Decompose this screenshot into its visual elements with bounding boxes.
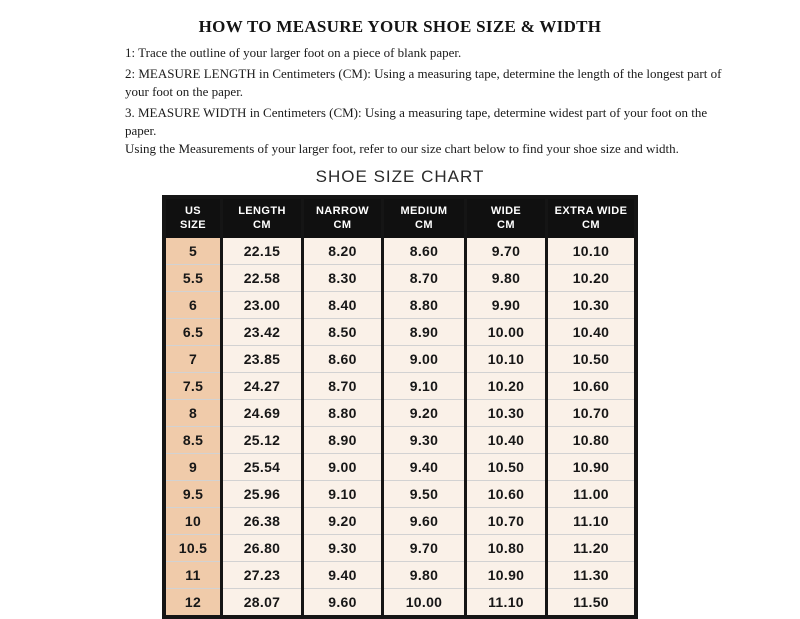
size-cell: 7 (164, 346, 222, 373)
table-row (164, 400, 636, 427)
value-cell: 10.10 (466, 346, 547, 373)
value-cell: 9.00 (383, 346, 466, 373)
value-cell: 10.90 (547, 454, 637, 481)
table-row (164, 265, 636, 292)
value-cell: 9.30 (383, 427, 466, 454)
value-cell: 10.90 (466, 562, 547, 589)
value-cell: 27.23 (222, 562, 303, 589)
value-cell: 11.10 (547, 508, 637, 535)
size-cell: 7.5 (164, 373, 222, 400)
value-cell: 10.70 (466, 508, 547, 535)
column-header: WIDE CM (466, 197, 547, 239)
instruction-step-1: 1: Trace the outline of your larger foot on a piece of blank paper. (125, 45, 462, 60)
size-chart-table (162, 195, 638, 619)
table-row (164, 319, 636, 346)
value-cell: 9.10 (383, 373, 466, 400)
table-row (164, 454, 636, 481)
value-cell: 8.90 (383, 319, 466, 346)
value-cell: 9.60 (303, 589, 383, 618)
value-cell: 9.40 (303, 562, 383, 589)
value-cell: 10.30 (466, 400, 547, 427)
size-cell: 11 (164, 562, 222, 589)
size-chart-body (164, 238, 636, 617)
value-cell: 11.30 (547, 562, 637, 589)
size-cell: 12 (164, 589, 222, 618)
value-cell: 10.30 (547, 292, 637, 319)
value-cell: 26.38 (222, 508, 303, 535)
value-cell: 10.20 (466, 373, 547, 400)
value-cell: 8.60 (303, 346, 383, 373)
value-cell: 11.10 (466, 589, 547, 618)
value-cell: 23.42 (222, 319, 303, 346)
value-cell: 8.60 (383, 238, 466, 265)
value-cell: 9.90 (466, 292, 547, 319)
size-cell: 6.5 (164, 319, 222, 346)
value-cell: 24.27 (222, 373, 303, 400)
value-cell: 9.00 (303, 454, 383, 481)
value-cell: 25.96 (222, 481, 303, 508)
value-cell: 9.20 (303, 508, 383, 535)
value-cell: 10.50 (466, 454, 547, 481)
value-cell: 8.70 (383, 265, 466, 292)
instruction-note: Using the Measurements of your larger foot, refer to our size chart below to find your shoe size and width. (125, 140, 679, 156)
value-cell: 10.70 (547, 400, 637, 427)
value-cell: 10.80 (466, 535, 547, 562)
table-row (164, 589, 636, 618)
value-cell: 11.50 (547, 589, 637, 618)
table-row (164, 562, 636, 589)
size-cell: 5.5 (164, 265, 222, 292)
column-header: EXTRA WIDE CM (547, 197, 637, 239)
value-cell: 8.70 (303, 373, 383, 400)
instruction-step-3: 3. MEASURE WIDTH in Centimeters (CM): Using a measuring tape, determine widest part of your foot on the paper. (125, 104, 708, 138)
value-cell: 9.20 (383, 400, 466, 427)
value-cell: 22.58 (222, 265, 303, 292)
value-cell: 9.70 (466, 238, 547, 265)
size-cell: 9 (164, 454, 222, 481)
table-row (164, 427, 636, 454)
value-cell: 10.00 (466, 319, 547, 346)
table-row (164, 508, 636, 535)
value-cell: 8.80 (303, 400, 383, 427)
column-header: LENGTH CM (222, 197, 303, 239)
value-cell: 10.20 (547, 265, 637, 292)
size-cell: 10.5 (164, 535, 222, 562)
value-cell: 8.30 (303, 265, 383, 292)
size-cell: 8.5 (164, 427, 222, 454)
table-row (164, 481, 636, 508)
table-row (164, 292, 636, 319)
value-cell: 10.80 (547, 427, 637, 454)
value-cell: 8.40 (303, 292, 383, 319)
value-cell: 24.69 (222, 400, 303, 427)
value-cell: 10.00 (383, 589, 466, 618)
table-row (164, 373, 636, 400)
value-cell: 8.20 (303, 238, 383, 265)
value-cell: 26.80 (222, 535, 303, 562)
size-cell: 9.5 (164, 481, 222, 508)
value-cell: 10.40 (547, 319, 637, 346)
value-cell: 9.50 (383, 481, 466, 508)
value-cell: 9.10 (303, 481, 383, 508)
value-cell: 10.10 (547, 238, 637, 265)
value-cell: 25.54 (222, 454, 303, 481)
value-cell: 10.60 (466, 481, 547, 508)
value-cell: 9.60 (383, 508, 466, 535)
column-header: NARROW CM (303, 197, 383, 239)
size-chart-header (164, 197, 636, 239)
instructions (125, 44, 730, 158)
value-cell: 23.00 (222, 292, 303, 319)
value-cell: 8.90 (303, 427, 383, 454)
header-row (164, 197, 636, 239)
table-row (164, 238, 636, 265)
value-cell: 9.30 (303, 535, 383, 562)
instruction-step-2: 2: MEASURE LENGTH in Centimeters (CM): Using a measuring tape, determine the length of the longest part of your foot on the paper. (125, 65, 722, 99)
value-cell: 9.80 (383, 562, 466, 589)
value-cell: 11.20 (547, 535, 637, 562)
table-row (164, 535, 636, 562)
value-cell: 25.12 (222, 427, 303, 454)
value-cell: 22.15 (222, 238, 303, 265)
value-cell: 10.40 (466, 427, 547, 454)
column-header: US SIZE (164, 197, 222, 239)
value-cell: 9.80 (466, 265, 547, 292)
value-cell: 8.80 (383, 292, 466, 319)
table-row (164, 346, 636, 373)
size-cell: 10 (164, 508, 222, 535)
value-cell: 9.40 (383, 454, 466, 481)
value-cell: 10.50 (547, 346, 637, 373)
value-cell: 9.70 (383, 535, 466, 562)
size-cell: 5 (164, 238, 222, 265)
chart-heading: SHOE SIZE CHART (315, 166, 485, 186)
size-cell: 6 (164, 292, 222, 319)
value-cell: 28.07 (222, 589, 303, 618)
value-cell: 8.50 (303, 319, 383, 346)
value-cell: 11.00 (547, 481, 637, 508)
value-cell: 10.60 (547, 373, 637, 400)
column-header: MEDIUM CM (383, 197, 466, 239)
page-title: HOW TO MEASURE YOUR SHOE SIZE & WIDTH (198, 17, 602, 36)
value-cell: 23.85 (222, 346, 303, 373)
size-cell: 8 (164, 400, 222, 427)
